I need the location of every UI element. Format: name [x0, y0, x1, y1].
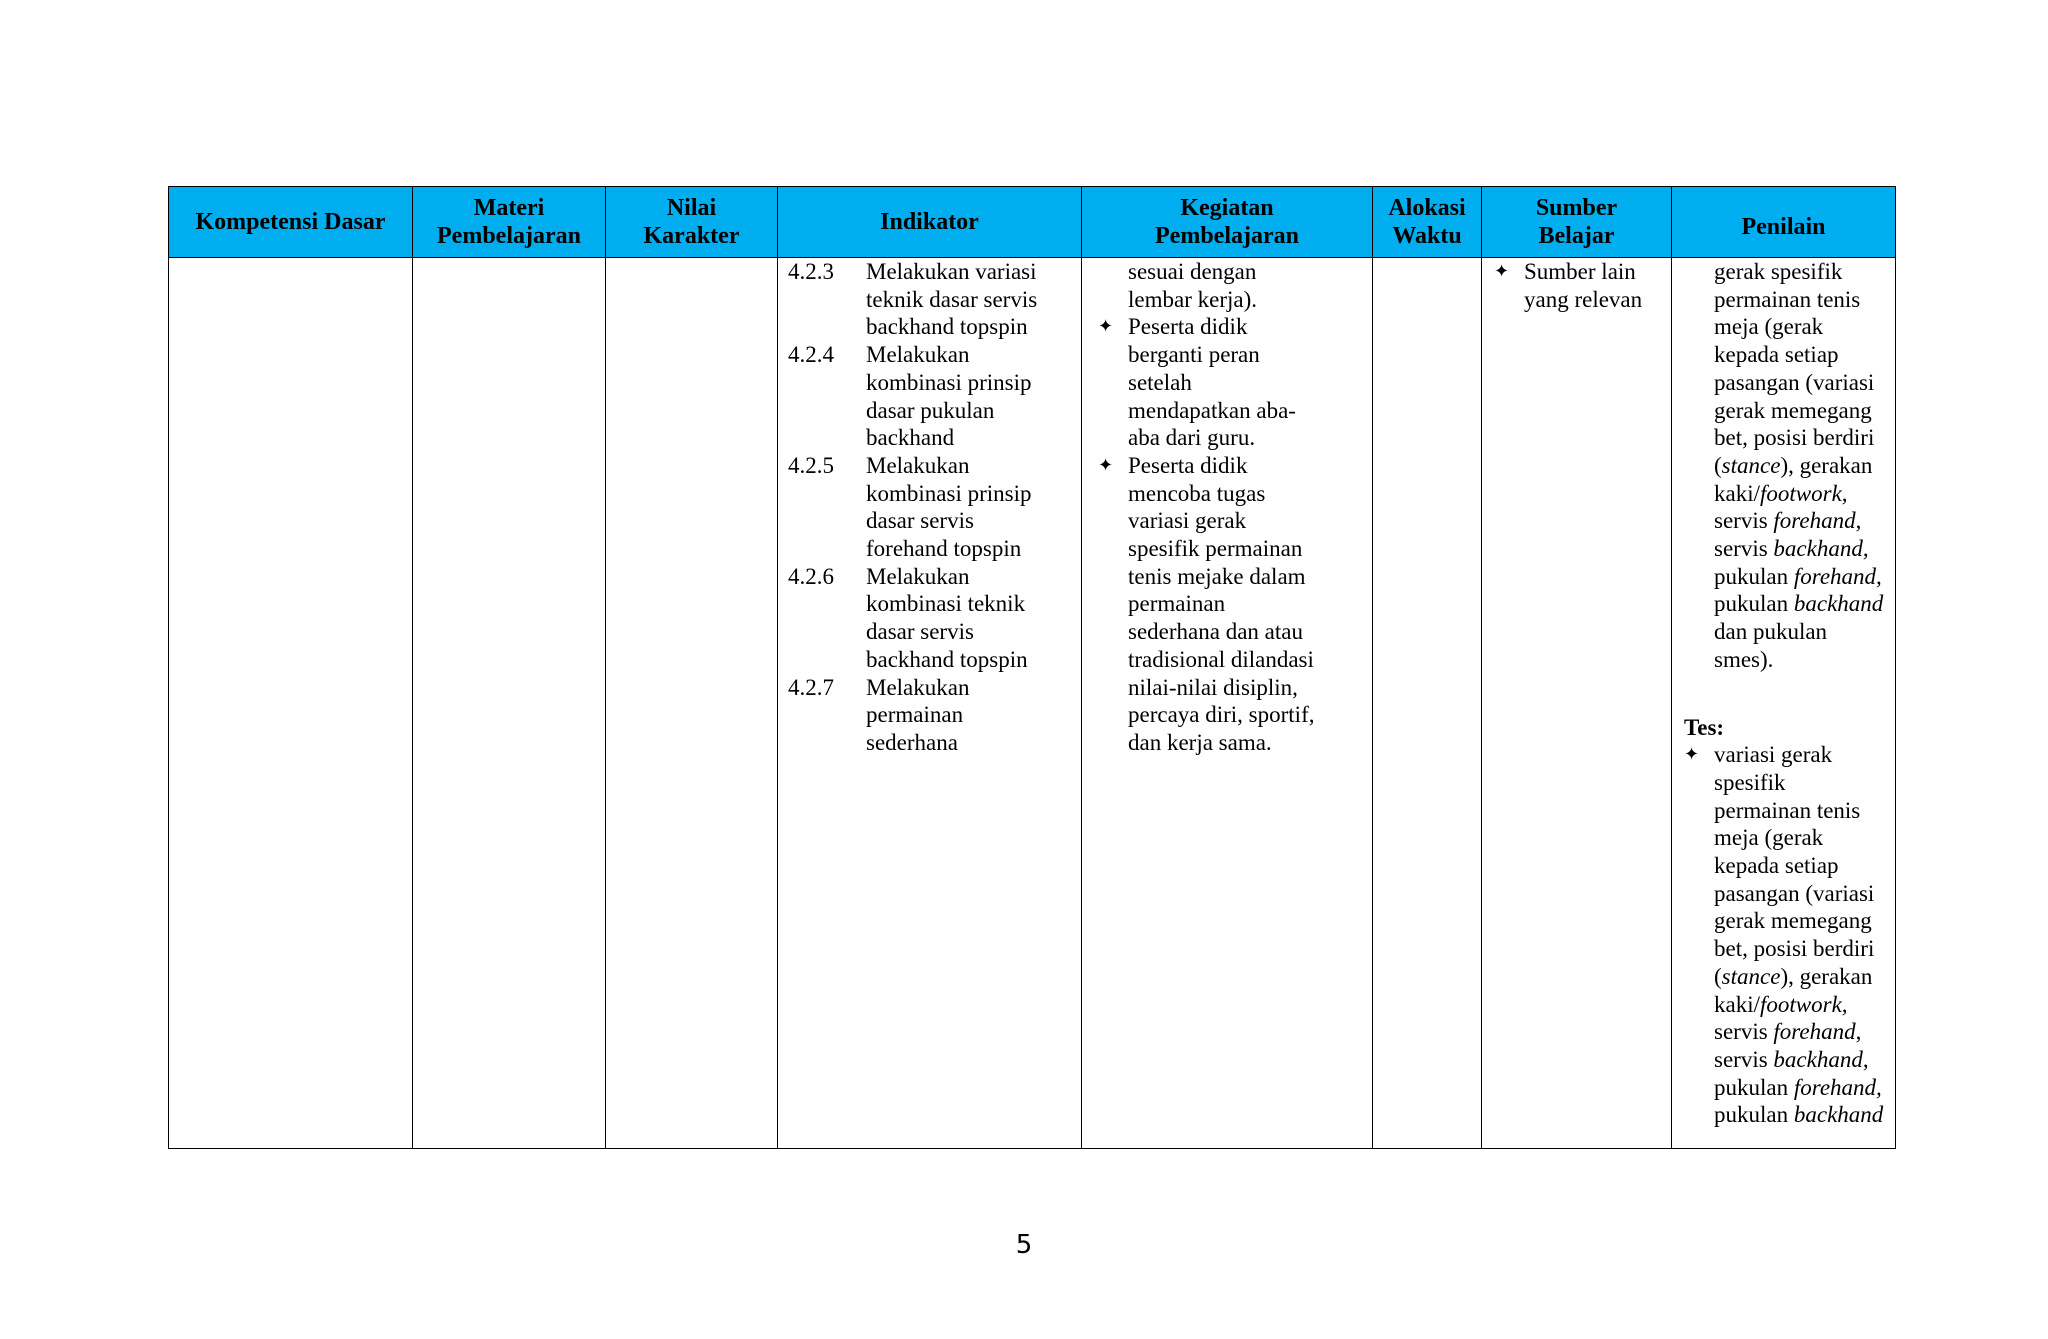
cell-nilai-karakter — [606, 258, 778, 1149]
list-item: ✦ Peserta didik mencoba tugas variasi gerak spesifik permainan tenis mejake dalam permainan sederhana dan atau tradisional dilandasi nilai-nilai disiplin, percaya diri, sportif, dan kerja sama. — [1098, 452, 1315, 755]
header-kompetensi-dasar: Kompetensi Dasar — [169, 187, 413, 258]
header-penilaian: Penilain — [1672, 187, 1896, 258]
list-item: ✦ Peserta didik berganti peran setelah mendapatkan aba- aba dari guru. — [1098, 314, 1296, 451]
indikator-item — [788, 452, 1071, 563]
indikator-number: 4.2.4 — [788, 342, 834, 368]
indikator-text: backhand — [866, 425, 955, 451]
indikator-number: 4.2.3 — [788, 259, 834, 284]
tes-label: Tes: — [1684, 714, 1725, 740]
indikator-text: teknik dasar servis — [866, 286, 1038, 312]
cell-materi-pembelajaran — [413, 258, 606, 1149]
indikator-number: 4.2.5 — [788, 452, 834, 478]
cell-alokasi-waktu — [1373, 258, 1482, 1149]
table-header-row — [169, 187, 1896, 258]
indikator-text: backhand topspin — [866, 646, 1028, 672]
table-row — [169, 258, 1896, 1149]
cell-penilaian — [1672, 258, 1896, 1149]
indikator-text: kombinasi prinsip — [866, 480, 1032, 506]
indikator-number: 4.2.6 — [788, 563, 834, 589]
indikator-item — [788, 258, 1071, 341]
indikator-text: Melakukan — [866, 563, 970, 589]
header-materi-pembelajaran: Materi Pembelajaran — [413, 187, 606, 258]
indikator-text: Melakukan — [866, 342, 970, 368]
indikator-text: backhand topspin — [866, 314, 1028, 340]
four-pointed-star-icon: ✦ — [1098, 454, 1114, 476]
indikator-text: Melakukan variasi — [866, 259, 1037, 284]
indikator-text: permainan — [866, 702, 964, 728]
four-pointed-star-icon: ✦ — [1494, 261, 1510, 282]
indikator-text: kombinasi teknik — [866, 591, 1026, 617]
kegiatan-continuation-text: sesuai dengan — [1128, 259, 1257, 284]
cell-sumber-belajar — [1482, 258, 1672, 1149]
indikator-item — [788, 563, 1071, 674]
indikator-number: 4.2.7 — [788, 674, 834, 700]
indikator-text: dasar servis — [866, 508, 974, 534]
indikator-text: sederhana — [866, 729, 958, 755]
header-kegiatan-pembelajaran: Kegiatan Pembelajaran — [1082, 187, 1373, 258]
indikator-text: kombinasi prinsip — [866, 369, 1032, 395]
header-indikator: Indikator — [778, 187, 1082, 258]
indikator-item — [788, 341, 1071, 452]
cell-kegiatan-pembelajaran — [1082, 258, 1373, 1149]
cell-kompetensi-dasar — [169, 258, 413, 1149]
four-pointed-star-icon: ✦ — [1684, 744, 1700, 766]
indikator-text: Melakukan — [866, 674, 970, 700]
indikator-text: dasar pukulan — [866, 397, 995, 423]
indikator-text: dasar servis — [866, 619, 974, 645]
cell-indikator — [778, 258, 1082, 1149]
four-pointed-star-icon: ✦ — [1098, 316, 1114, 338]
page-number: 5 — [1015, 1230, 1033, 1260]
header-nilai-karakter: Nilai Karakter — [606, 187, 778, 258]
penilaian-continuation: gerak spesifik permainan tenis meja (gerak kepada setiap pasangan (variasi gerak memegang bet, posisi berdiri (stance), gerakan kaki/footwork, servis forehand, servis backhand, pukulan forehand, pukulan backhand dan pukulan smes). — [1714, 259, 1884, 672]
lesson-plan-table — [168, 186, 1896, 1149]
list-item: ✦ Sumber lain yang relevan — [1494, 259, 1643, 312]
header-sumber-belajar: Sumber Belajar — [1482, 187, 1672, 258]
indikator-text: Melakukan — [866, 452, 970, 478]
indikator-item — [788, 674, 1071, 757]
header-alokasi-waktu: Alokasi Waktu — [1373, 187, 1482, 258]
list-item: ✦ variasi gerak spesifik permainan tenis meja (gerak kepada setiap pasangan (variasi gerak memegang bet, posisi berdiri (stance), gerakan kaki/footwork, servis forehand, servis backhand, pukulan forehand, pukulan backhand — [1684, 742, 1884, 1128]
indikator-text: forehand topspin — [866, 536, 1022, 562]
kegiatan-continuation-text: lembar kerja). — [1128, 286, 1257, 312]
